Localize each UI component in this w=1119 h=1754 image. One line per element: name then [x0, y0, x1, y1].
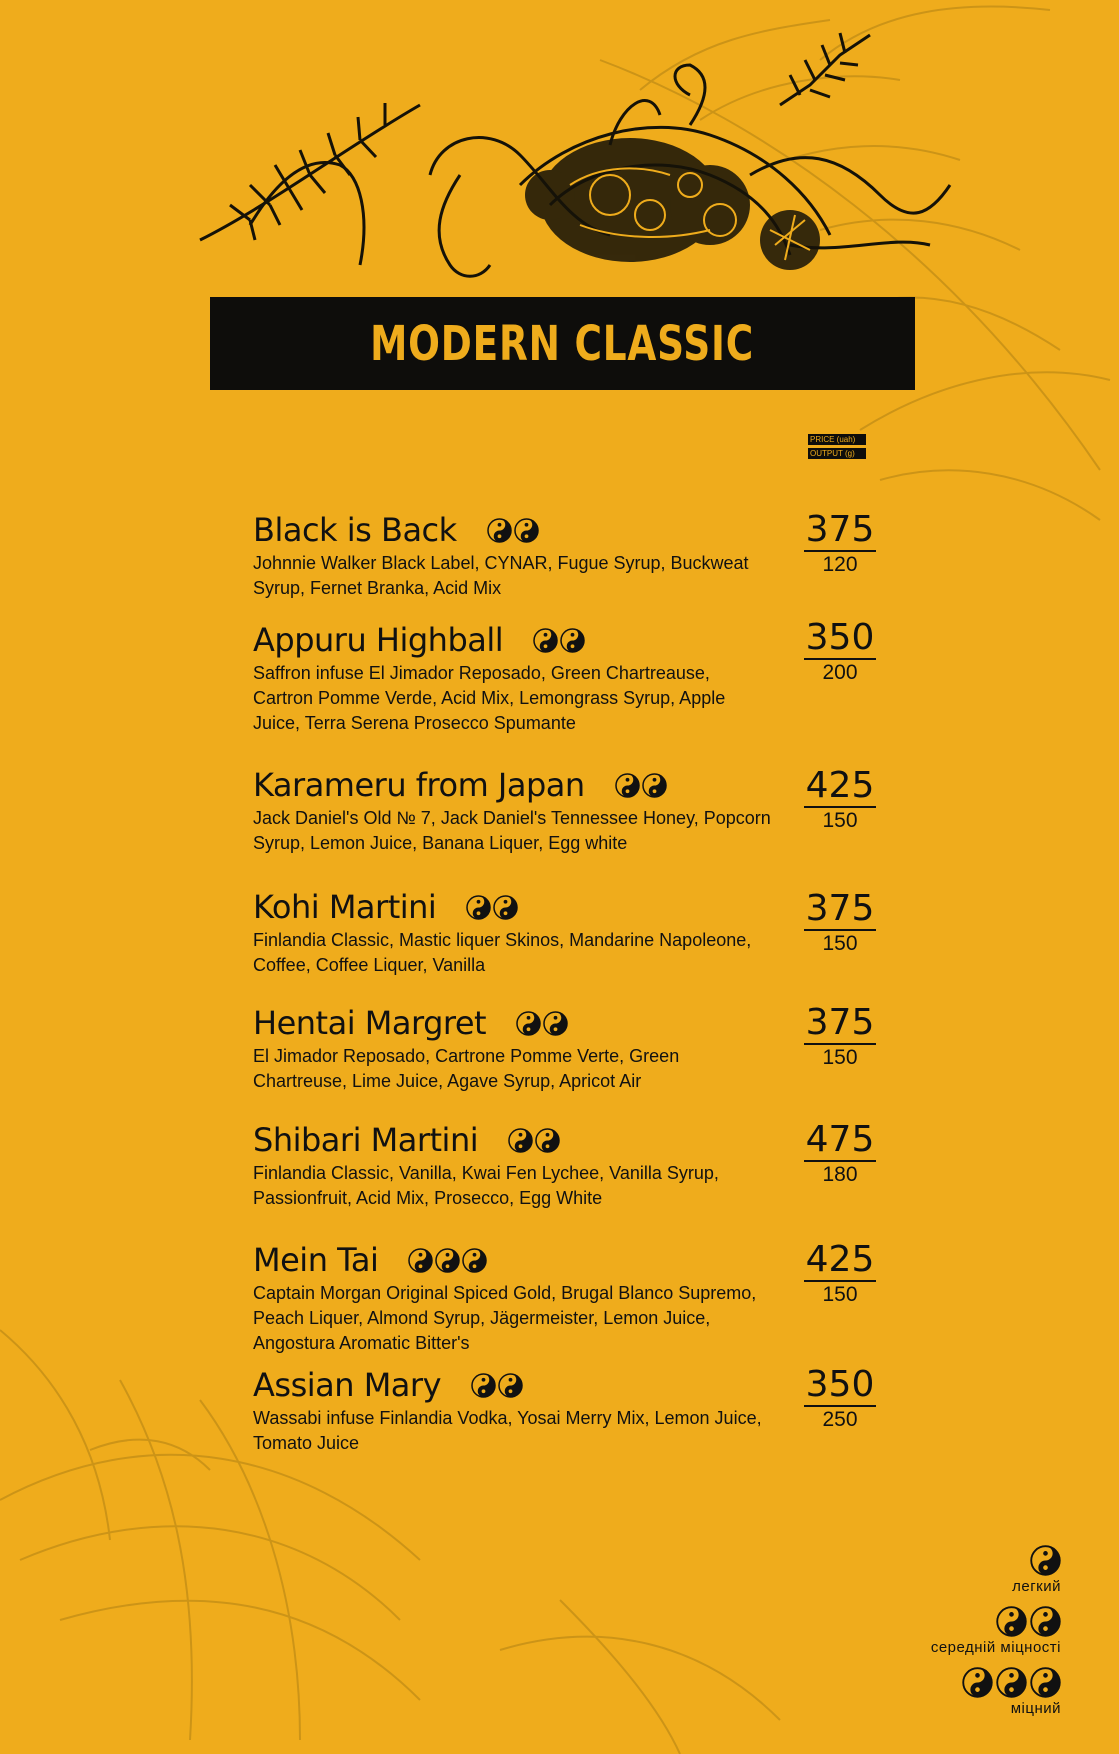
item-output: 180: [822, 1163, 858, 1186]
item-output: 200: [822, 661, 858, 684]
price-box: [800, 1120, 880, 1188]
item-output: 150: [822, 809, 858, 832]
item-output: 250: [822, 1408, 858, 1431]
yin-yang-icon: [642, 773, 667, 798]
yin-yang-icon: [615, 773, 640, 798]
item-name-row: [253, 1365, 893, 1405]
price-legend-label: PRICE (uah): [808, 434, 866, 445]
item-name-row: [253, 1120, 893, 1160]
output-legend-label: OUTPUT (g): [808, 448, 866, 459]
strength-key-label: середній міцності: [930, 1639, 1061, 1656]
strength-key-row: [1012, 1545, 1061, 1595]
item-price: 350: [805, 617, 875, 658]
item-output: 150: [822, 1046, 858, 1069]
strength-key-row: [962, 1667, 1061, 1717]
item-name: Assian Mary: [253, 1366, 441, 1404]
yin-yang-icon: [498, 1373, 523, 1398]
item-name: Shibari Martini: [253, 1121, 479, 1159]
item-description: Finlandia Classic, Vanilla, Kwai Fen Lychee, Vanilla Syrup, Passionfruit, Acid Mix, Prosecco, Egg White: [253, 1163, 719, 1208]
item-output: 150: [822, 932, 858, 955]
item-name-row: [253, 510, 893, 550]
price-box: [800, 766, 880, 834]
strength-indicator: [508, 1128, 560, 1153]
yin-yang-icon: [493, 895, 518, 920]
item-name-row: [253, 617, 893, 660]
menu-item: [253, 887, 893, 978]
strength-key-icons: [931, 1606, 1061, 1637]
item-price: 375: [805, 1002, 875, 1043]
yin-yang-icon: [462, 1248, 487, 1273]
item-description: Jack Daniel's Old № 7, Jack Daniel's Tennessee Honey, Popcorn Syrup, Lemon Juice, Banana Liquer, Egg white: [253, 808, 771, 853]
price-box: [800, 510, 880, 578]
strength-indicator: [533, 628, 585, 653]
item-description: El Jimador Reposado, Cartrone Pomme Verte, Green Chartreuse, Lime Juice, Agave Syrup, Apricot Air: [253, 1046, 680, 1091]
item-name: Karameru from Japan: [253, 766, 585, 804]
strength-key-icons: [962, 1667, 1061, 1698]
yin-yang-icon: [471, 1373, 496, 1398]
yin-yang-icon: [516, 1011, 541, 1036]
item-description: Saffron infuse El Jimador Reposado, Green Chartreause, Cartron Pomme Verde, Acid Mix, Lemongrass Syrup, Apple Juice, Terra Serena Prosecco Spumante: [253, 663, 726, 733]
yin-yang-icon: [435, 1248, 460, 1273]
item-name: Mein Tai: [253, 1241, 379, 1279]
item-name: Black is Back: [253, 511, 457, 549]
yin-yang-icon: [996, 1667, 1027, 1698]
tentacle-leaf-illustration: [190, 25, 990, 315]
strength-key-label: міцний: [1010, 1700, 1061, 1717]
yin-yang-icon: [1030, 1667, 1061, 1698]
yin-yang-icon: [487, 518, 512, 543]
strength-indicator: [408, 1248, 487, 1273]
strength-key-row: [931, 1606, 1061, 1656]
yin-yang-icon: [560, 628, 585, 653]
menu-item: [253, 617, 893, 736]
yin-yang-icon: [543, 1011, 568, 1036]
strength-indicator: [615, 773, 667, 798]
menu-item: [253, 765, 893, 856]
yin-yang-icon: [508, 1128, 533, 1153]
item-price: 350: [805, 1364, 875, 1405]
menu-item: [253, 1365, 893, 1456]
item-name: Kohi Martini: [253, 888, 437, 926]
price-box: [800, 618, 880, 686]
item-output: 120: [822, 553, 858, 576]
strength-indicator: [487, 518, 539, 543]
item-name-row: [253, 1240, 893, 1280]
price-box: [800, 1003, 880, 1071]
item-price: 375: [805, 509, 875, 550]
yin-yang-icon: [535, 1128, 560, 1153]
item-price: 375: [805, 888, 875, 929]
item-description: Johnnie Walker Black Label, CYNAR, Fugue Syrup, Buckweat Syrup, Fernet Branka, Acid Mix: [253, 553, 749, 598]
yin-yang-icon: [408, 1248, 433, 1273]
item-price: 475: [805, 1119, 875, 1160]
menu-item: [253, 1120, 893, 1211]
section-title: MODERN CLASSIC: [370, 315, 755, 372]
strength-indicator: [466, 895, 518, 920]
item-description: Wassabi infuse Finlandia Vodka, Yosai Merry Mix, Lemon Juice, Tomato Juice: [253, 1408, 762, 1453]
item-name: Appuru Highball: [253, 621, 504, 659]
item-description: Captain Morgan Original Spiced Gold, Brugal Blanco Supremo, Peach Liquer, Almond Syrup, Jägermeister, Lemon Juice, Angostura Aromatic Bitter's: [253, 1283, 757, 1353]
yin-yang-icon: [962, 1667, 993, 1698]
item-name-row: [253, 887, 893, 927]
price-box: [800, 1365, 880, 1433]
yin-yang-icon: [996, 1606, 1027, 1637]
strength-indicator: [471, 1373, 523, 1398]
strength-key-icons: [1012, 1545, 1061, 1576]
yin-yang-icon: [533, 628, 558, 653]
menu-item: [253, 510, 893, 601]
item-name-row: [253, 765, 893, 805]
item-price: 425: [805, 1239, 875, 1280]
yin-yang-icon: [1030, 1545, 1061, 1576]
strength-key-label: легкий: [1012, 1578, 1061, 1595]
price-box: [800, 889, 880, 957]
yin-yang-icon: [1030, 1606, 1061, 1637]
yin-yang-icon: [466, 895, 491, 920]
item-output: 150: [822, 1283, 858, 1306]
section-title-bar: [210, 297, 915, 390]
item-name-row: [253, 1003, 893, 1043]
item-price: 425: [805, 765, 875, 806]
item-description: Finlandia Classic, Mastic liquer Skinos, Mandarine Napoleone, Coffee, Coffee Liquer, Vanilla: [253, 930, 752, 975]
price-box: [800, 1240, 880, 1308]
strength-indicator: [516, 1011, 568, 1036]
item-name: Hentai Margret: [253, 1004, 487, 1042]
menu-item: [253, 1003, 893, 1094]
yin-yang-icon: [514, 518, 539, 543]
menu-item: [253, 1240, 893, 1356]
